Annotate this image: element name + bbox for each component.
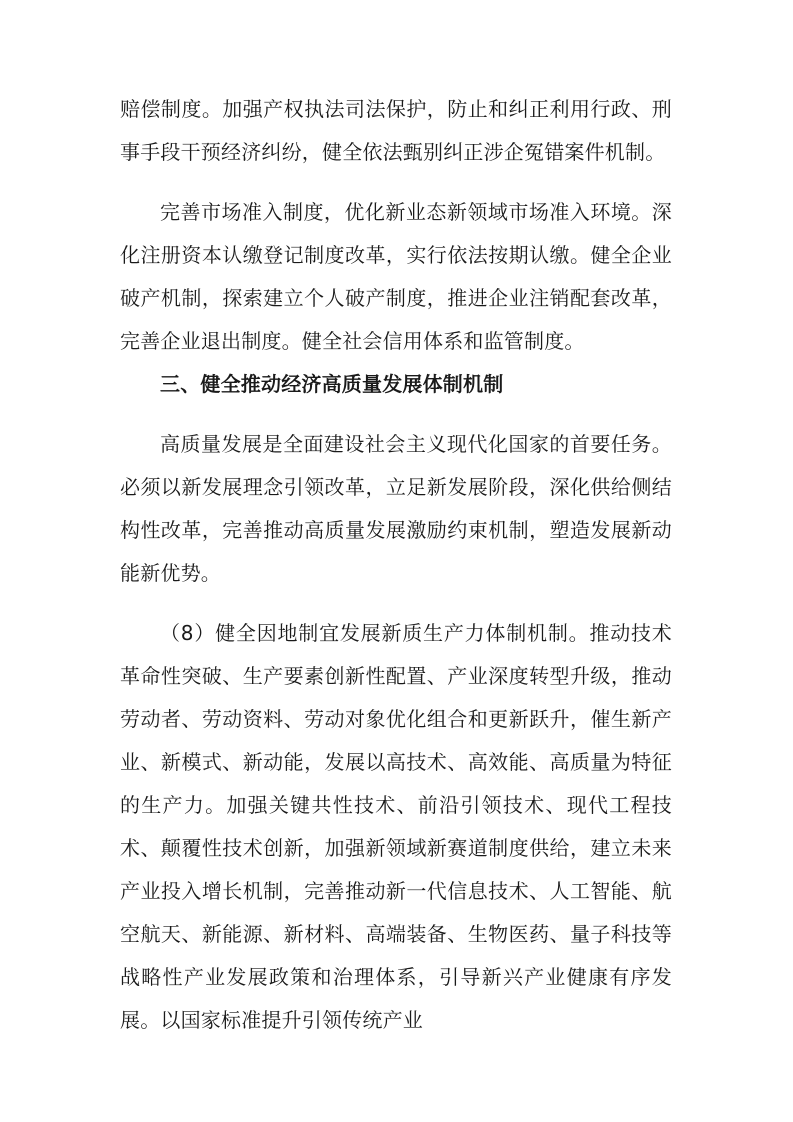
paragraph-market-access: 完善市场准入制度，优化新业态新领域市场准入环境。深化注册资本认缴登记制度改革，实行依法按期认缴。健全企业破产机制，探索建立个人破产制度，推进企业注销配套改革，完善企业退出制度。健全社会信用体系和监管制度。 xyxy=(120,200,672,353)
document-body xyxy=(120,88,672,1042)
paragraph-section-intro: 高质量发展是全面建设社会主义现代化国家的首要任务。必须以新发展理念引领改革，立足新发展阶段，深化供给侧结构性改革，完善推动高质量发展激励约束机制，塑造发展新动能新优势。 xyxy=(120,432,672,585)
paragraph-item-8: （8）健全因地制宜发展新质生产力体制机制。推动技术革命性突破、生产要素创新性配置、产业深度转型升级，推动劳动者、劳动资料、劳动对象优化组合和更新跃升，催生新产业、新模式、新动能，发展以高技术、高效能、高质量为特征的生产力。加强关键共性技术、前沿引领技术、现代工程技术、颠覆性技术创新，加强新领域新赛道制度供给，建立未来产业投入增长机制，完善推动新一代信息技术、人工智能、航空航天、新能源、新材料、高端装备、生物医药、量子科技等战略性产业发展政策和治理体系，引导新兴产业健康有序发展。以国家标准提升引领传统产业 xyxy=(120,621,672,1032)
section-heading: 三、健全推动经济高质量发展体制机制 xyxy=(160,372,504,396)
paragraph-continuation: 赔偿制度。加强产权执法司法保护，防止和纠正利用行政、刑事手段干预经济纠纷，健全依法甄别纠正涉企冤错案件机制。 xyxy=(120,97,672,164)
